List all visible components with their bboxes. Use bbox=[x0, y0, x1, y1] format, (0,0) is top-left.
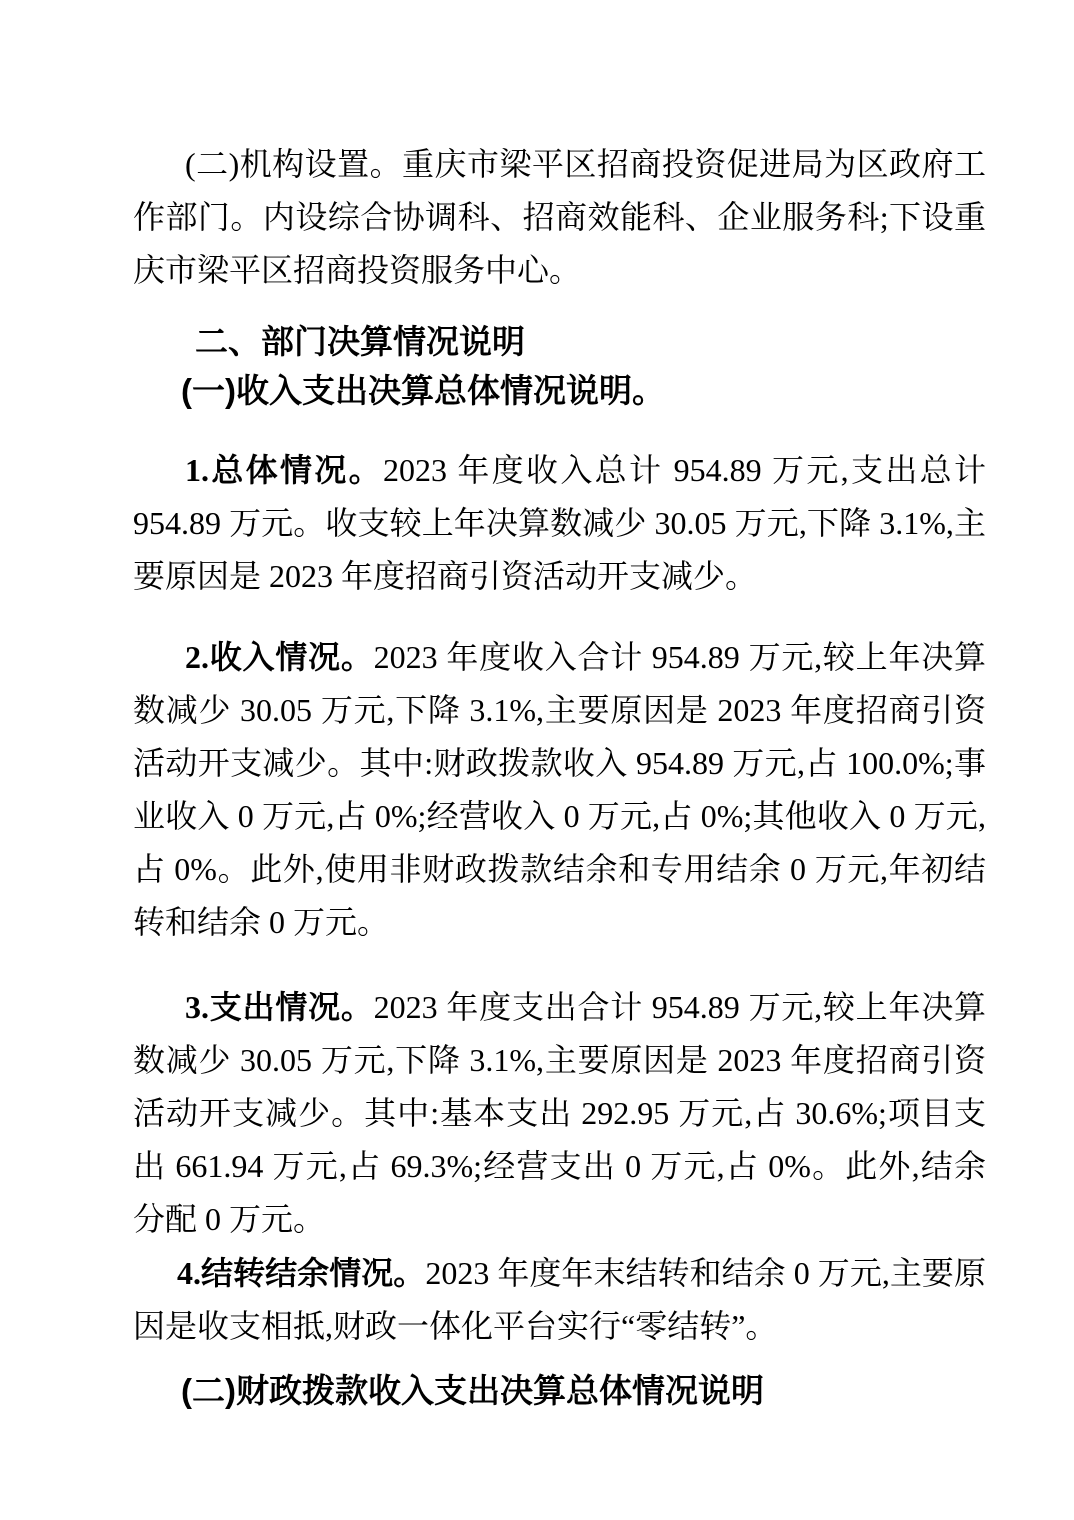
paragraph-overall-situation bbox=[133, 444, 986, 603]
paragraph-income-situation bbox=[133, 631, 986, 949]
paragraph-body-carryover: 2023 年度年末结转和结余 0 万元,主要原因是收支相抵,财政一体化平台实行“零结转”。 bbox=[133, 1255, 986, 1344]
paragraph-carryover-situation bbox=[133, 1247, 986, 1353]
org-setup-paragraph: (二)机构设置。重庆市梁平区招商投资促进局为区政府工作部门。内设综合协调科、招商效能科、企业服务科;下设重庆市梁平区招商投资服务中心。 bbox=[133, 146, 986, 288]
paragraph-lead-expenditure: 3.支出情况。 bbox=[185, 989, 374, 1025]
paragraph-expenditure-situation bbox=[133, 981, 986, 1246]
paragraph-body-expenditure: 2023 年度支出合计 954.89 万元,较上年决算数减少 30.05 万元,下降 3.1%,主要原因是 2023 年度招商引资活动开支减少。其中:基本支出 292.95 万元,占 30.6%;项目支出 661.94 万元,占 69.3%;经营支出 0 万元,占 0%。此外,结余分配 0 万元。 bbox=[133, 989, 986, 1237]
section-heading-final-accounts: 二、部门决算情况说明 bbox=[195, 323, 525, 360]
paragraph-lead-income: 2.收入情况。 bbox=[185, 639, 374, 675]
paragraph-lead-carryover: 4.结转结余情况。 bbox=[177, 1255, 426, 1291]
paragraph-body-income: 2023 年度收入合计 954.89 万元,较上年决算数减少 30.05 万元,下降 3.1%,主要原因是 2023 年度招商引资活动开支减少。其中:财政拨款收入 954.89 万元,占 100.0%;事业收入 0 万元,占 0%;经营收入 0 万元,占 0%;其他收入 0 万元,占 0%。此外,使用非财政拨款结余和专用结余 0 万元,年初结转和结余 0 万元。 bbox=[133, 639, 986, 940]
subsection-heading-income-expenditure: (一)收入支出决算总体情况说明。 bbox=[181, 372, 665, 409]
paragraph-lead-overall: 1.总体情况。 bbox=[185, 452, 383, 488]
subsection-heading-fiscal-appropriation: (二)财政拨款收入支出决算总体情况说明 bbox=[181, 1372, 764, 1409]
paragraph-body-overall: 2023 年度收入总计 954.89 万元,支出总计 954.89 万元。收支较上年决算数减少 30.05 万元,下降 3.1%,主要原因是 2023 年度招商引资活动开支减少。 bbox=[133, 452, 986, 594]
